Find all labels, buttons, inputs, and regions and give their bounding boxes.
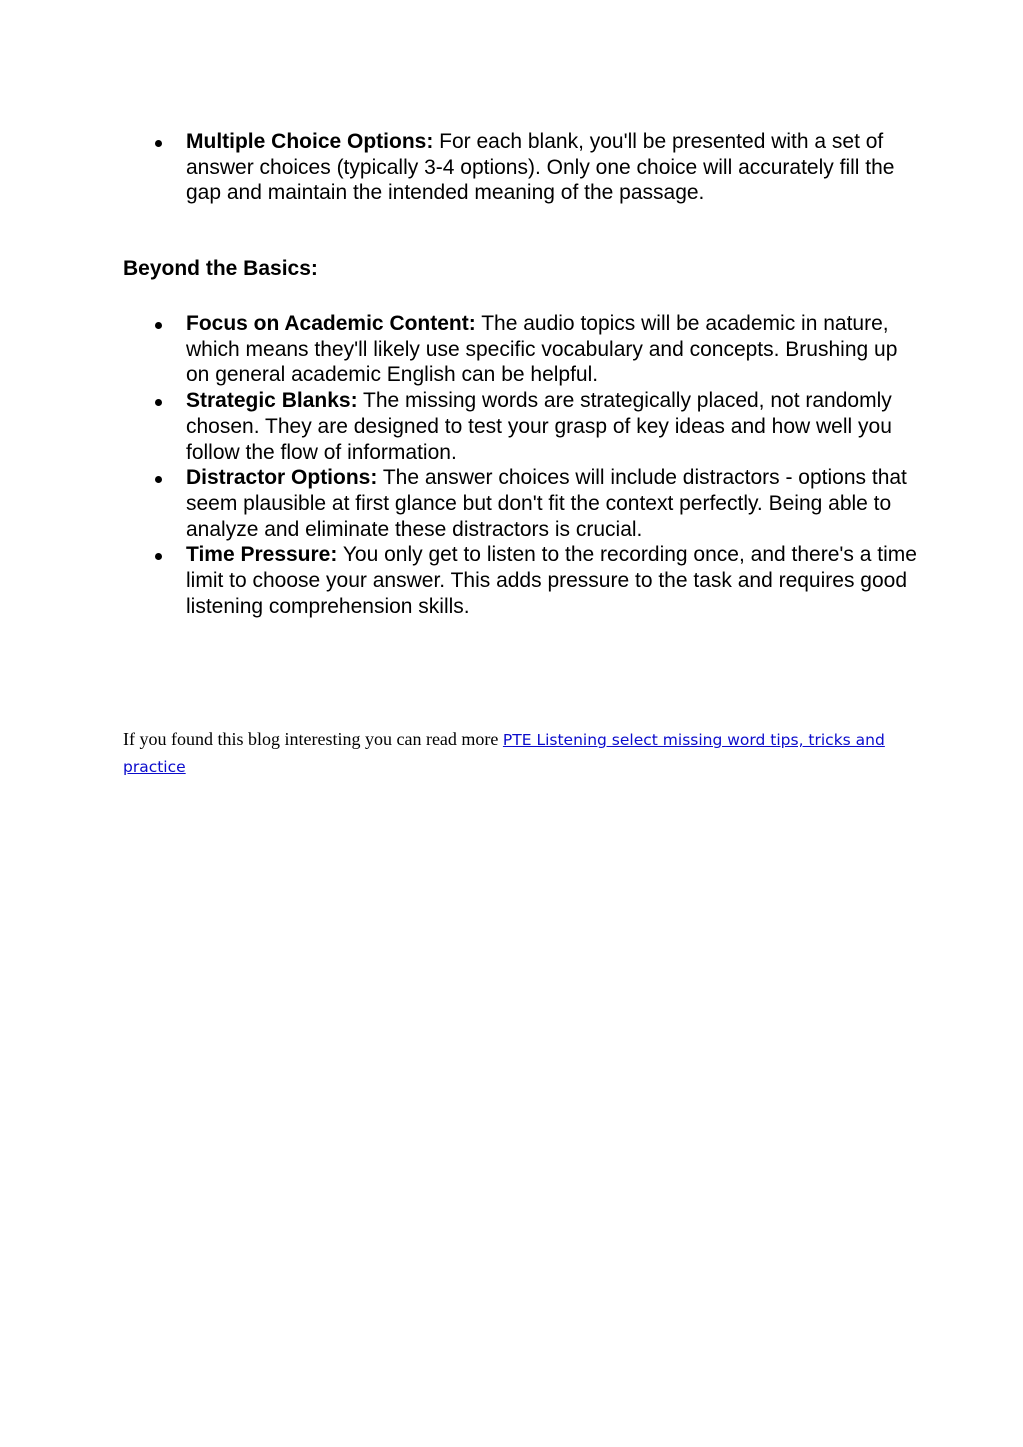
list-item <box>123 311 923 388</box>
footer-paragraph <box>123 726 913 780</box>
list-item <box>123 388 923 465</box>
item-text: For each blank, you'll be presented with a set of answer choices (typically 3-4 options). Only one choice will accurately fill the gap and maintain the intended meaning of the passage. <box>186 130 895 205</box>
bullet-icon <box>155 399 162 406</box>
item-term: Strategic Blanks: <box>186 389 358 413</box>
basics-bullet-list <box>123 311 923 619</box>
bullet-icon <box>155 322 162 329</box>
intro-bullet-list <box>123 129 923 206</box>
item-term: Distractor Options: <box>186 466 378 490</box>
list-item <box>123 129 923 206</box>
list-item <box>123 465 923 542</box>
item-text: The audio topics will be academic in nature, which means they'll likely use specific vocabulary and concepts. Brushing up on general academic English can be helpful. <box>186 312 898 387</box>
item-text: The answer choices will include distractors - options that seem plausible at first glance but don't fit the context perfectly. Being able to analyze and eliminate these distractors is crucial. <box>186 466 907 541</box>
bullet-icon <box>155 140 162 147</box>
read-more-link[interactable]: PTE Listening select missing word tips, tricks and practice <box>123 731 885 776</box>
item-text: You only get to listen to the recording once, and there's a time limit to choose your answer. This adds pressure to the task and requires good listening comprehension skills. <box>186 543 917 618</box>
list-item <box>123 542 923 619</box>
item-term: Focus on Academic Content: <box>186 312 476 335</box>
item-term: Multiple Choice Options: <box>186 130 434 153</box>
bullet-icon <box>155 553 162 560</box>
section-heading: Beyond the Basics: <box>123 257 318 280</box>
bullet-icon <box>155 476 162 483</box>
footer-text: If you found this blog interesting you can read more <box>123 729 503 749</box>
item-term: Time Pressure: <box>186 543 338 567</box>
item-text: The missing words are strategically placed, not randomly chosen. They are designed to test your grasp of key ideas and how well you follow the flow of information. <box>186 389 892 464</box>
